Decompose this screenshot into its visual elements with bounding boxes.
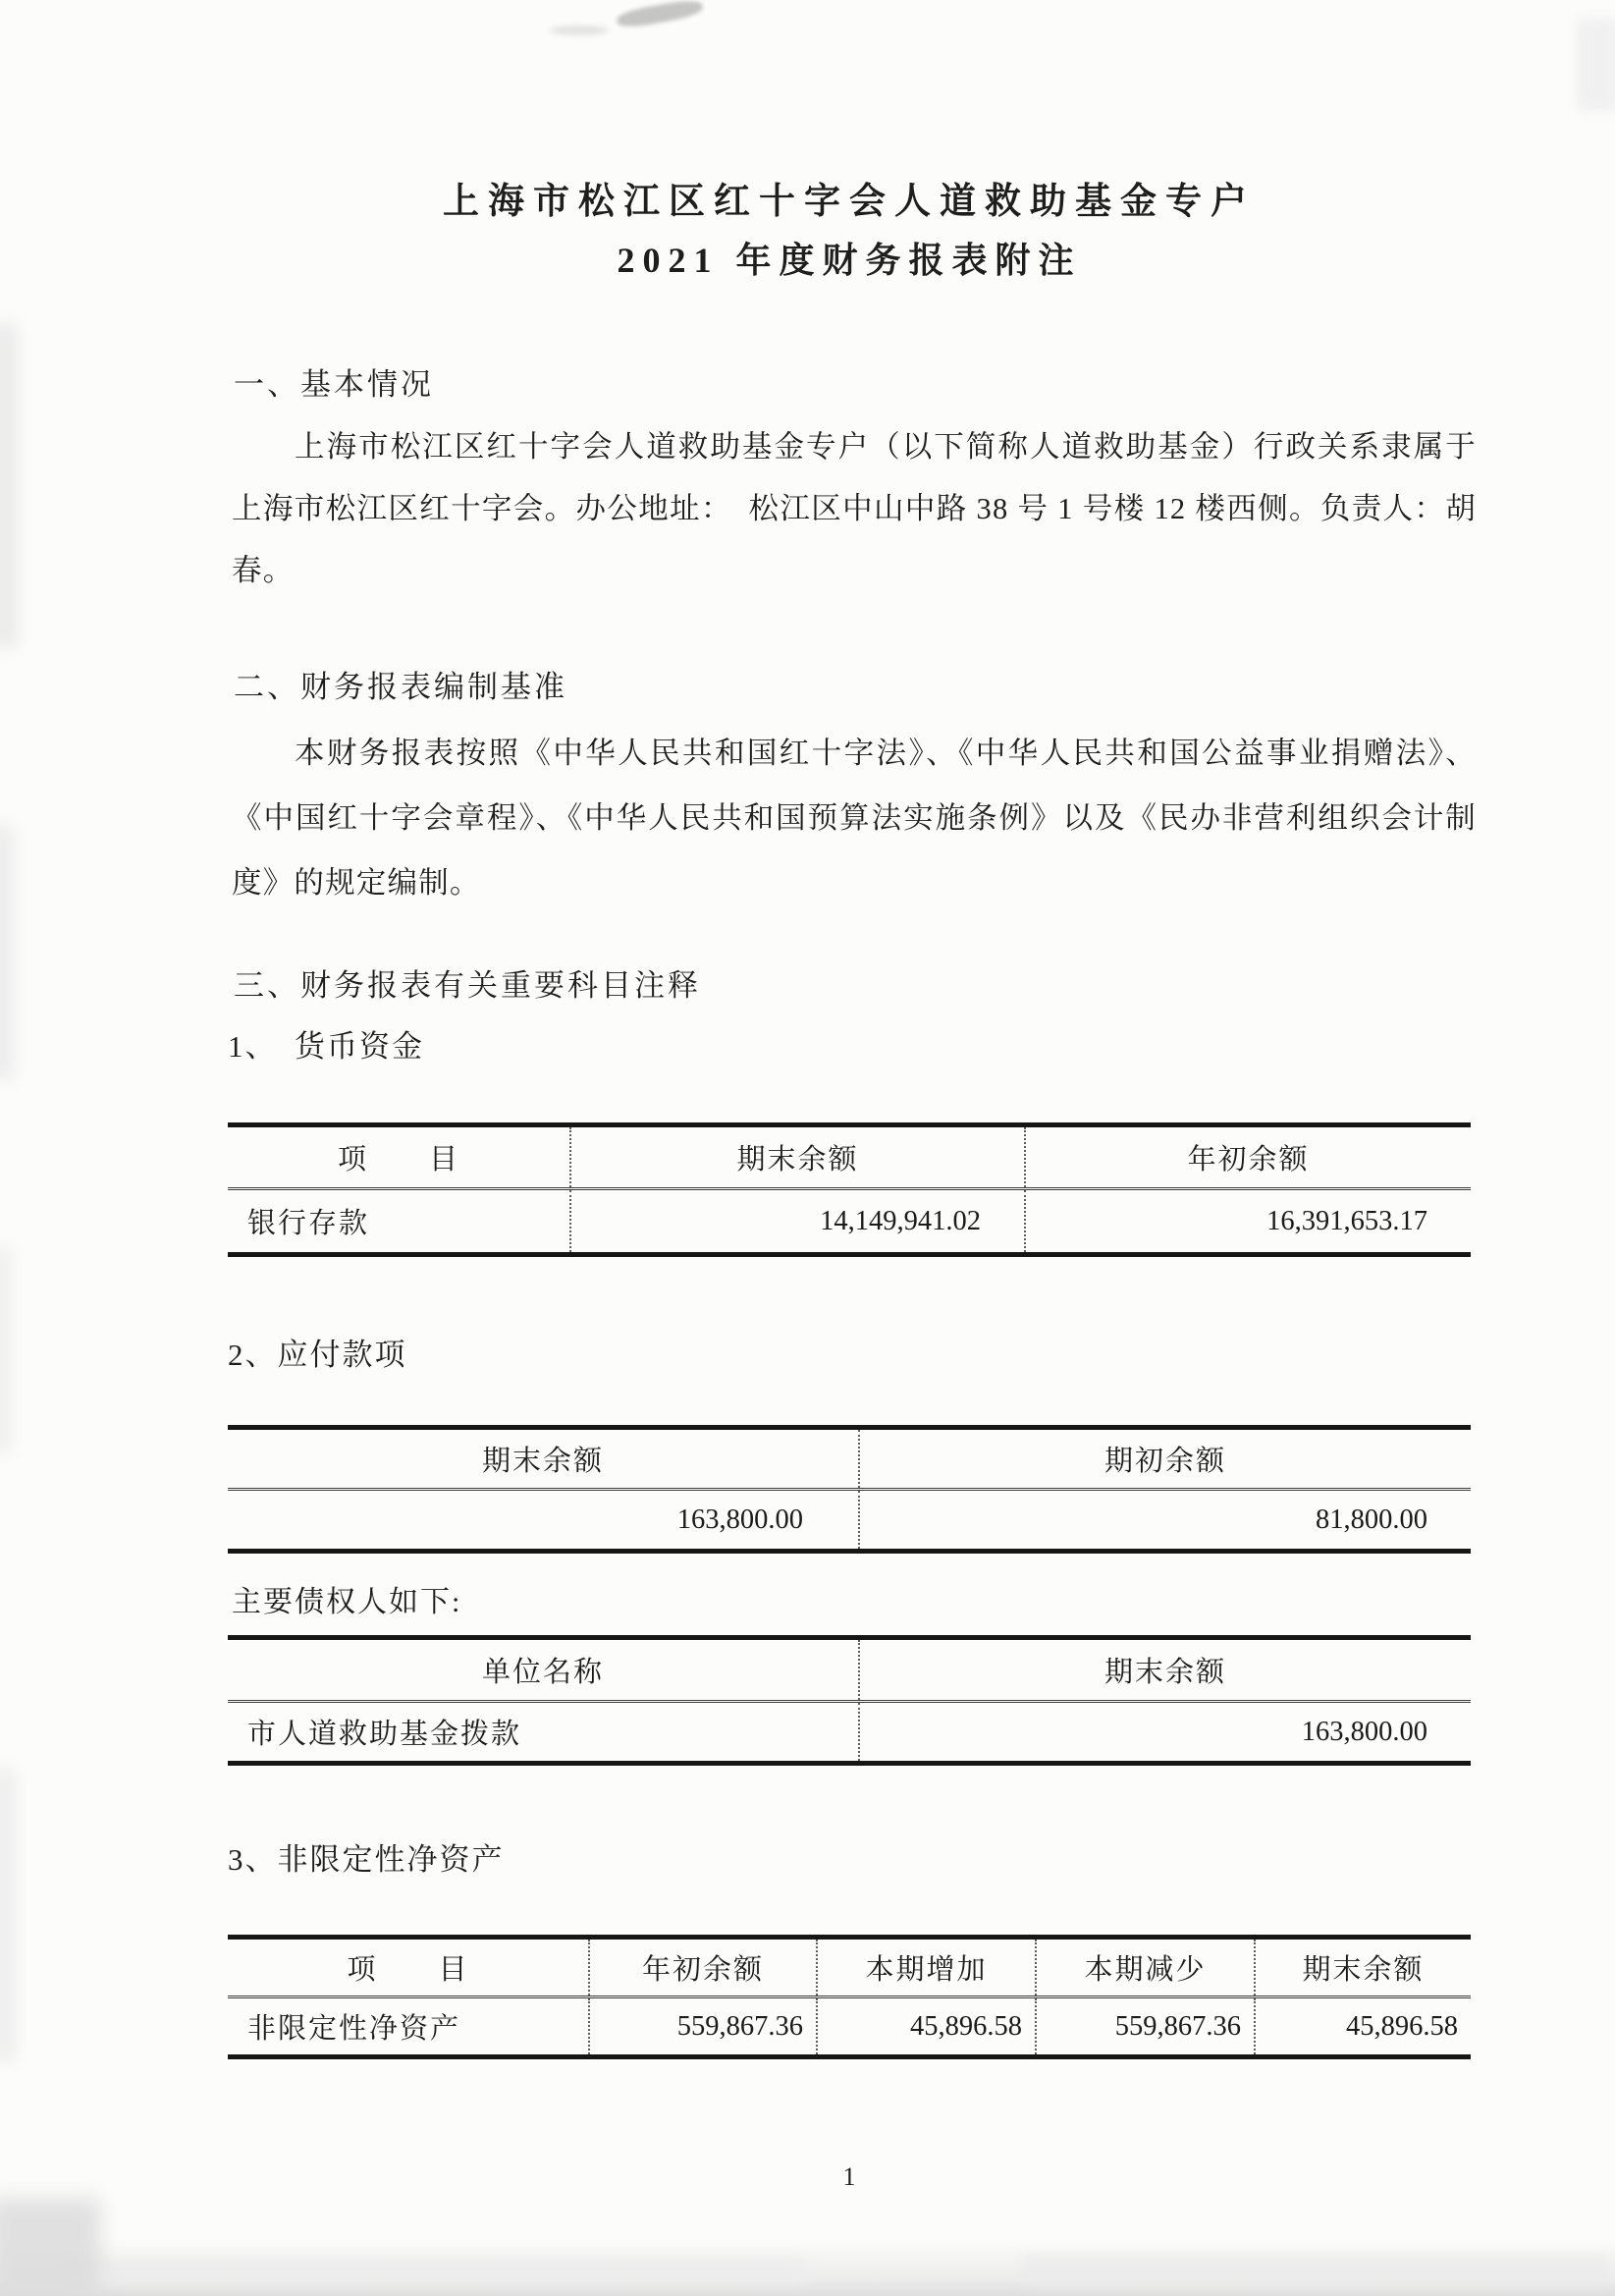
scan-artifact-top-right [1577,18,1615,111]
cell-ending-value: 45,896.58 [1255,1997,1471,2057]
scan-artifact-bottom-left-corner [0,2198,101,2296]
page-title-line2: 2021 年度财务报表附注 [617,241,1082,280]
column-header-opening-balance: 年初余额 [589,1938,817,1997]
cell-bank-deposits: 银行存款 [247,1208,370,1239]
scan-artifact-bottom-band [0,2239,1615,2296]
table-header-row [228,1428,1471,1490]
column-header-item: 项 目 [228,1125,570,1189]
scan-artifact-bottom-mottle [59,2259,805,2284]
table-row [228,1702,1471,1764]
paragraph-preparation-basis: 本财务报表按照《中华人民共和国红十字法》、《中华人民共和国公益事业捐赠法》、《中国红十字会章程》、《中华人民共和国预算法实施条例》以及《民办非营利组织会计制度》的规定编制。 [232,737,1477,900]
column-header-ending-balance: 期末余额 [228,1428,859,1490]
table-creditors [228,1635,1471,1766]
table-header-row [228,1125,1471,1189]
section-heading-basic-info: 一、基本情况 [234,367,434,402]
column-header-period-increase: 本期增加 [817,1938,1036,1997]
table-row [228,1997,1471,2057]
column-header-beginning-balance: 期初余额 [859,1428,1471,1490]
scan-artifact-left-streak [0,324,18,648]
cell-creditor-ending-value: 163,800.00 [859,1702,1471,1764]
scan-artifact-left-streak [0,825,14,1080]
table-monetary-funds [228,1122,1471,1257]
scan-artifact-left-streak [0,1768,16,2062]
cell-increase-value: 45,896.58 [817,1997,1036,2057]
cell-net-assets-label: 非限定性净资产 [247,2013,461,2045]
scan-artifact-left-streak [0,1247,12,1453]
page-title-line1: 上海市松江区红十字会人道救助基金专户 [443,182,1256,222]
scan-artifact-top-smudge [616,0,704,30]
column-header-ending-balance: 期末余额 [1255,1938,1471,1997]
cell-payables-beginning-value: 81,800.00 [859,1490,1471,1552]
table-row [228,1490,1471,1552]
item-heading-payables: 2、应付款项 [228,1338,407,1372]
table-payables [228,1425,1471,1554]
cell-opening-balance-value: 16,391,653.17 [1025,1189,1471,1255]
page-number: 1 [842,2162,856,2191]
column-header-item: 项 目 [228,1938,589,1997]
table-row [228,1189,1471,1255]
section-heading-notes: 三、财务报表有关重要科目注释 [234,968,701,1003]
table-unrestricted-net-assets [228,1935,1471,2059]
paragraph-basic-info: 上海市松江区红十字会人道救助基金专户（以下简称人道救助基金）行政关系隶属于上海市松江区红十字会。办公地址： 松江区中山中路 38 号 1 号楼 12 楼西侧。负责人：胡春。 [232,430,1477,587]
column-header-unit-name: 单位名称 [228,1638,859,1702]
column-header-ending-balance: 期末余额 [859,1638,1471,1702]
table-header-row [228,1938,1471,1997]
cell-creditor-name: 市人道救助基金拨款 [247,1719,522,1750]
item-heading-monetary-funds: 1、 货币资金 [228,1029,424,1064]
item-heading-unrestricted-net-assets: 3、非限定性净资产 [228,1842,505,1877]
scan-artifact-bottom-mottle [1021,2255,1610,2284]
table-header-row [228,1638,1471,1702]
column-header-period-decrease: 本期减少 [1036,1938,1255,1997]
scan-artifact-top-smudge-2 [550,26,609,35]
cell-opening-value: 559,867.36 [589,1997,817,2057]
cell-decrease-value: 559,867.36 [1036,1997,1255,2057]
note-main-creditors: 主要债权人如下: [232,1586,462,1618]
column-header-ending-balance: 期末余额 [570,1125,1025,1189]
cell-ending-balance-value: 14,149,941.02 [570,1189,1025,1255]
column-header-opening-balance: 年初余额 [1025,1125,1471,1189]
section-heading-preparation-basis: 二、财务报表编制基准 [234,670,567,704]
cell-payables-ending-value: 163,800.00 [676,1503,803,1535]
